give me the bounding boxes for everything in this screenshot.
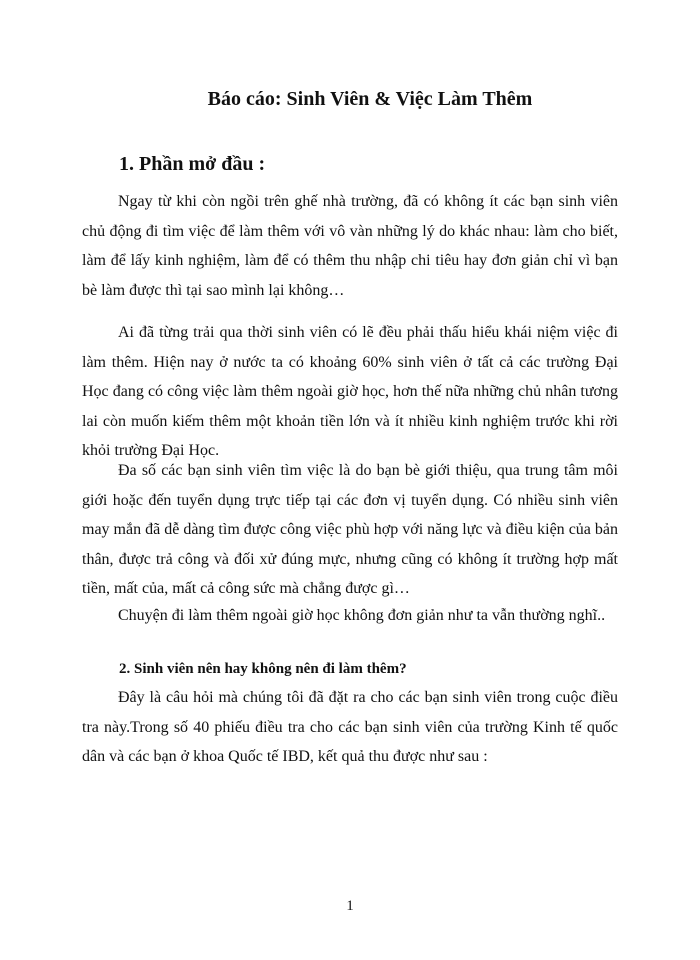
section-1-paragraph-3: Đa số các bạn sinh viên tìm việc là do bạn bè giới thiệu, qua trung tâm môi giới hoặc đến tuyển dụng trực tiếp tại các đơn vị tuyển dụng. Có nhiều sinh viên may mắn đã dễ dàng tìm được công việc phù hợp với năng lực và điều kiện của bản thân, được trả công và đối xử đúng mực, nhưng cũng có không ít trường hợp mất tiền, mất của, mất cả công sức mà chẳng được gì… [82, 462, 618, 597]
document-title: Báo cáo: Sinh Viên & Việc Làm Thêm [207, 88, 533, 110]
section-2-paragraph-1: Đây là câu hỏi mà chúng tôi đã đặt ra cho các bạn sinh viên trong cuộc điều tra này.Trong số 40 phiếu điều tra cho các bạn sinh viên của trường Kinh tế quốc dân và các bạn ở khoa Quốc tế IBD, kết quả thu được như sau : [82, 689, 618, 765]
section-2-heading: 2. Sinh viên nên hay không nên đi làm thêm? [119, 661, 407, 677]
section-1-paragraph-4: Chuyện đi làm thêm ngoài giờ học không đơn giản như ta vẫn thường nghĩ.. [118, 607, 606, 624]
page-number: 1 [346, 898, 354, 914]
section-1-heading: 1. Phần mở đầu : [119, 153, 266, 175]
section-1-paragraph-2: Ai đã từng trải qua thời sinh viên có lẽ đều phải thấu hiểu khái niệm việc đi làm thêm. Hiện nay ở nước ta có khoảng 60% sinh viên ở tất cả các trường Đại Học đang có công việc làm thêm ngoài giờ học, hơn thế nữa những chủ nhân tương lai còn muốn kiếm thêm một khoản tiền lớn và ít nhiều kinh nghiệm trước khi rời khỏi trường Đại Học. [82, 324, 618, 459]
section-1-paragraph-1: Ngay từ khi còn ngồi trên ghế nhà trường, đã có không ít các bạn sinh viên chủ động đi tìm việc để làm thêm với vô vàn những lý do khác nhau: làm cho biết, làm để lấy kinh nghiệm, làm để có thêm thu nhập chi tiêu hay đơn giản chỉ vì bạn bè làm được thì tại sao mình lại không… [82, 193, 618, 299]
